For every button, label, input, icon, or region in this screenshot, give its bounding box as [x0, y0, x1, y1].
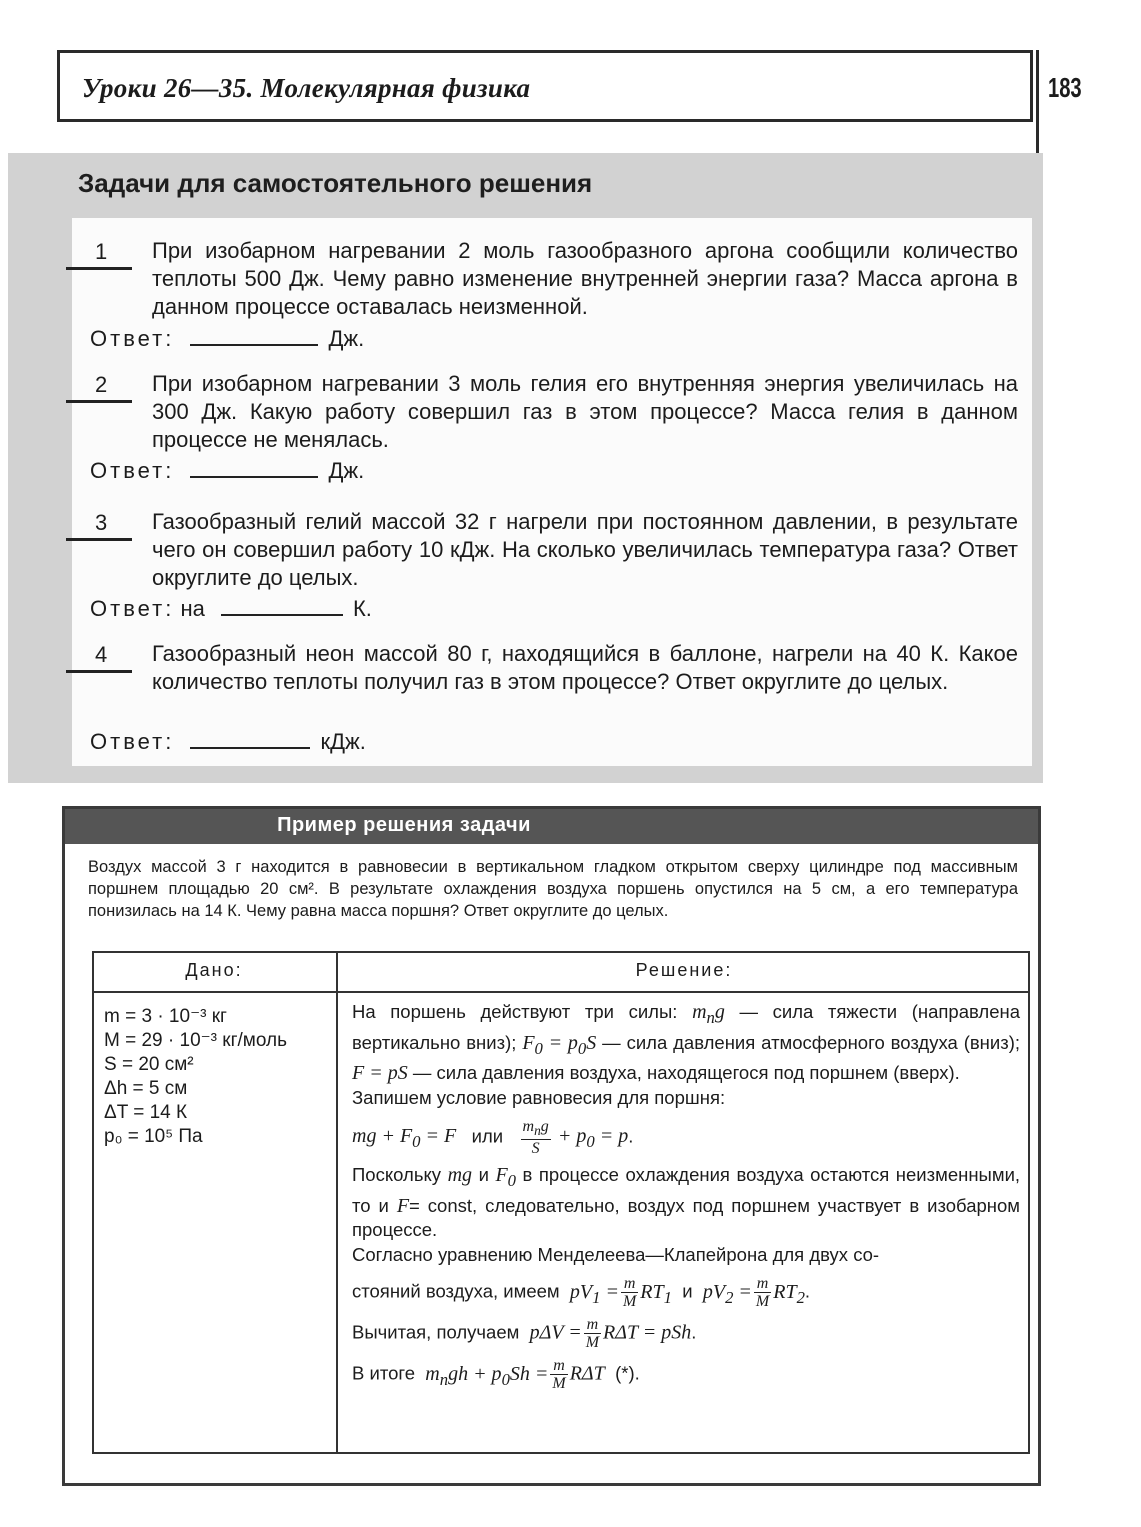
task-marker-line — [66, 400, 132, 403]
answer-blank[interactable] — [190, 458, 318, 478]
answer-blank[interactable] — [221, 596, 343, 616]
task-number: 1 — [95, 239, 108, 264]
example-title: Пример решения задачи — [277, 814, 531, 836]
given-item: ΔT = 14 К — [104, 1102, 188, 1123]
final-equation: В итоге $m_пgh + p_0Sh$ = $\frac{m}{M}$ RΔT (*). — [352, 1357, 640, 1393]
answer-prefix: на — [180, 596, 205, 621]
example-header — [65, 809, 1038, 844]
task-text: При изобарном нагревании 2 моль газообразного аргона сообщили количество теплоты 500 Дж. Чему равно изменение внутренней энергии газа? Масса аргона в данном процессе оставалась неизменной. — [152, 238, 1018, 319]
answer-4 — [90, 729, 366, 755]
table-column-divider — [336, 951, 338, 1454]
solution-paragraph-isobaric: Поскольку mg и $F_0$ в процессе охлаждения воздуха остаются неизменными, то и F= const, следовательно, воздух под поршнем участвует в изобарном процессе. — [352, 1164, 1021, 1241]
task-text: Газообразный неон массой 80 г, находящийся в баллоне, нагрели на 40 К. Какое количество теплоты получил газ в этом процессе? Ответ округлите до целых. — [152, 641, 1018, 694]
task-marker-line — [66, 670, 132, 673]
answer-1 — [90, 326, 364, 352]
page-number: 183 — [1048, 72, 1082, 103]
answer-unit: Дж. — [328, 326, 365, 351]
answer-label: Ответ: — [90, 729, 175, 754]
task-text: Газообразный гелий массой 32 г нагрели при постоянном давлении, в результате чего он совершил работу 10 кДж. На сколько увеличилась температура газа? Ответ округлите до целых. — [152, 509, 1018, 590]
equilibrium-formula: mg + $F_0 = F$ или $\frac{m_пg}{S}$ + $p_0 = p$. — [352, 1118, 634, 1158]
task-number: 2 — [95, 372, 108, 397]
margin-rule — [1036, 50, 1039, 154]
task-number: 4 — [95, 642, 108, 667]
answer-blank[interactable] — [190, 326, 318, 346]
answer-2 — [90, 458, 364, 484]
task-text: При изобарном нагревании 3 моль гелия его внутренняя энергия увеличилась на 300 Дж. Какую работу совершил газ в этом процессе? Масса гелия в данном процессе не менялась. — [152, 371, 1018, 452]
answer-label: Ответ: — [90, 458, 175, 483]
subtraction-equation: Вычитая, получаем pΔV = $\frac{m}{M}$ RΔT = pSh. — [352, 1316, 697, 1352]
given-header: Дано: — [185, 960, 243, 980]
task-number: 3 — [95, 510, 108, 535]
given-item: Δh = 5 см — [104, 1078, 188, 1099]
given-item: M = 29 · 10⁻³ кг/моль — [104, 1030, 287, 1051]
solution-header: Решение: — [635, 960, 733, 980]
given-item: p₀ = 10⁵ Па — [104, 1126, 203, 1147]
solution-paragraph-equilibrium: Запишем условие равновесия для поршня: — [352, 1086, 726, 1108]
answer-unit: К. — [352, 596, 372, 621]
chapter-title: Уроки 26—35. Молекулярная физика — [82, 73, 531, 103]
solution-paragraph-forces: На поршень действуют три силы: $m_пg$ — сила тяжести (направлена вертикально вниз); $F_0 = p_0S$ — сила давления атмосферного воздуха (вниз); F = pS — сила давления воздуха, находящегося под поршнем (вверх). — [352, 1001, 1021, 1084]
given-item: m = 3 · 10⁻³ кг — [104, 1006, 227, 1027]
answer-label: Ответ: — [90, 326, 175, 351]
given-item: S = 20 см² — [104, 1054, 194, 1075]
task-marker-line — [66, 267, 132, 270]
answer-unit: Дж. — [328, 458, 365, 483]
example-problem: Воздух массой 3 г находится в равновесии в вертикальном гладком открытом сверху цилиндре под массивным поршнем площадью 20 см². В результате охлаждения воздуха поршень опустился на 5 см, а его температура понизилась на 14 К. Чему равна масса поршня? Ответ округлите до целых. — [88, 858, 1018, 920]
tasks-heading: Задачи для самостоятельного решения — [78, 168, 593, 198]
answer-blank[interactable] — [190, 729, 310, 749]
answer-label: Ответ: — [90, 596, 175, 621]
given-list — [104, 1005, 287, 1149]
solution-paragraph-mendeleev: Согласно уравнению Менделеева—Клапейрона для двух со- — [352, 1243, 880, 1265]
answer-unit: кДж. — [320, 729, 366, 754]
solution-body — [352, 1000, 1020, 1392]
state-equations: стояний воздуха, имеем $pV_1$ = $\frac{m}{M}$ $RT_1$ и $pV_2$ = $\frac{m}{M}$ $RT_2$. — [352, 1275, 811, 1311]
table-header-divider — [92, 991, 1030, 993]
answer-3 — [90, 596, 372, 622]
task-marker-line — [66, 538, 132, 541]
header-frame — [57, 50, 1033, 122]
